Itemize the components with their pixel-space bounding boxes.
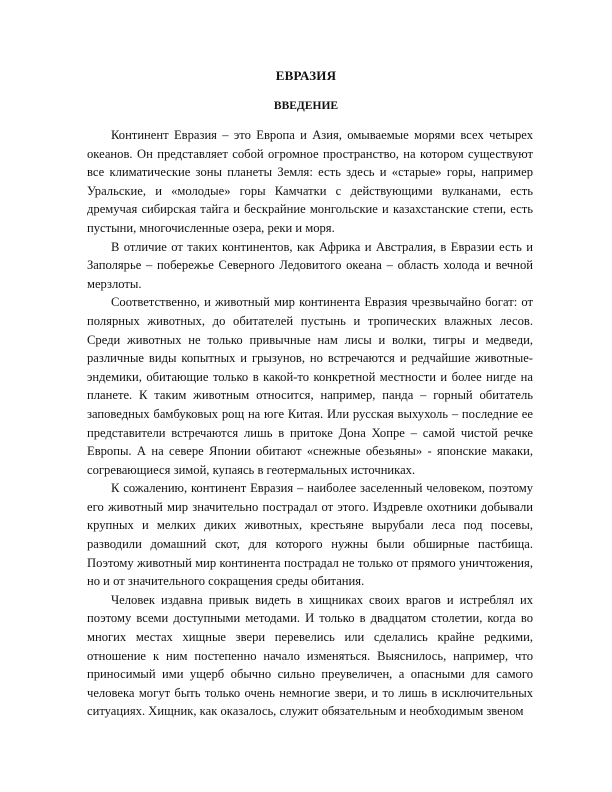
paragraph: Соответственно, и животный мир континента Евразия чрезвычайно богат: от полярных животных, до обитателей пустынь и тропических влажных лесов. Среди животных не только привычные нам лисы и волки, тигры и медведи, различные виды копытных и грызунов, но встречаются и редчайшие животные-эндемики, обитающие только в какой-то конкретной местности и более нигде на планете. К таким животным относится, например, панда – горный обитатель заповедных бамбуковых рощ на юге Китая. Или русская выхухоль – последние ее представители встречаются лишь в притоке Дона Хопре – самой чистой речке Европы. А на севере Японии обитают «снежные обезьяны» - японские макаки, согревающиеся зимой, купаясь в геотермальных источниках.	[87, 295, 533, 477]
paragraph: Континент Евразия – это Европа и Азия, омываемые морями всех четырех океанов. Он представляет собой огромное пространство, на котором существуют все климатические зоны планеты Земля: есть здесь и «старые» горы, например Уральские, и «молодые» горы Камчатки с действующими вулканами, есть дремучая сибирская тайга и бескрайние монгольские и казахстанские степи, есть пустыни, многочисленные озера, реки и моря.	[87, 128, 533, 235]
paragraph: К сожалению, континент Евразия – наиболее заселенный человеком, поэтому его животный мир значительно пострадал от этого. Издревле охотники добывали крупных и мелких диких животных, крестьяне вырубали леса под посевы, разводили домашний скот, для которого нужны были обширные пастбища. Поэтому животный мир континента пострадал не только от прямого уничтожения, но и от значительного сокращения среды обитания.	[87, 481, 533, 589]
section-heading: ВВЕДЕНИЕ	[273, 100, 339, 112]
page-title: ЕВРАЗИЯ	[275, 68, 337, 83]
body-text	[87, 126, 533, 721]
paragraph: В отличие от таких континентов, как Африка и Австралия, в Евразии есть и Заполярье – побережье Северного Ледовитого океана – область холода и вечной мерзлоты.	[87, 239, 533, 291]
paragraph: Человек издавна привык видеть в хищниках своих врагов и истреблял их поэтому всеми доступными методами. И только в двадцатом столетии, когда во многих местах хищные звери перевелись или сделались крайне редкими, отношение к ним постепенно начало изменяться. Выяснилось, например, что приносимый ими ущерб обычно сильно преувеличен, а опасными для самого человека могут быть только очень немногие звери, и то лишь в исключительных ситуациях. Хищник, как оказалось, служит обязательным и необходимым звеном	[87, 592, 533, 719]
